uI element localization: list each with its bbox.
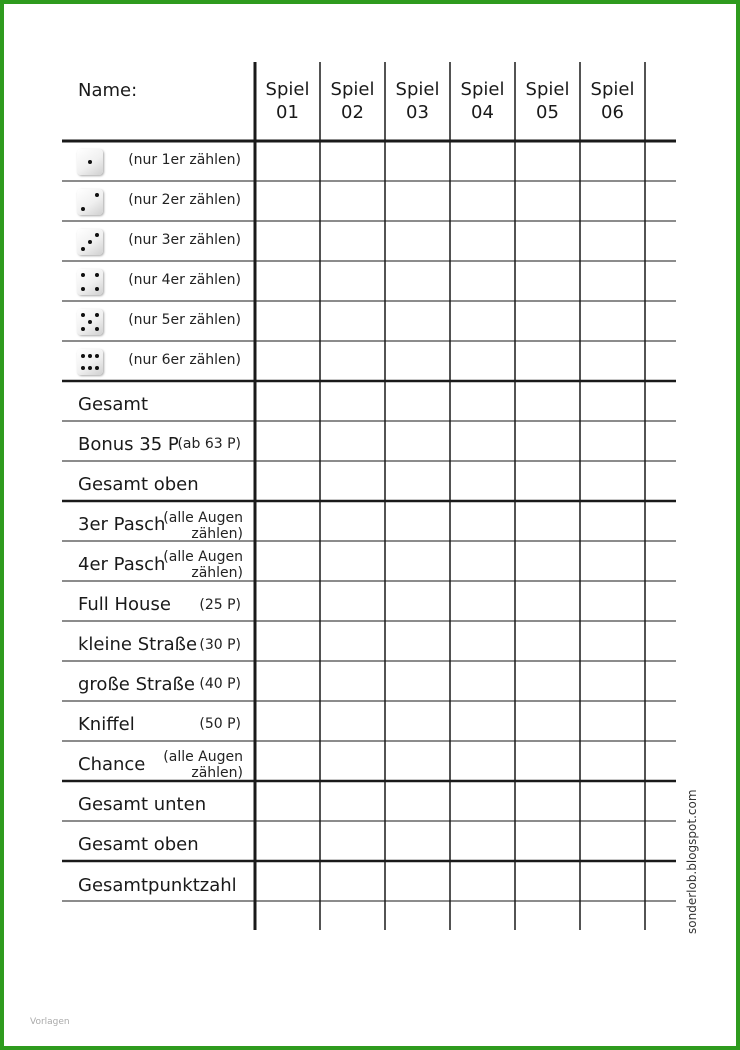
row-label-gesamtpunktzahl: Gesamtpunktzahl: [78, 875, 237, 896]
dice-row-note: (nur 4er zählen): [128, 272, 241, 288]
row-label-kleine-strasse: kleine Straße: [78, 634, 198, 655]
row-label-gesamt-oben: Gesamt oben: [78, 474, 199, 495]
column-header-spiel-01: Spiel 01: [265, 79, 310, 123]
die-three-icon: [77, 229, 103, 255]
row-note-4er-pasch: (alle Augen zählen): [163, 549, 243, 581]
row-label-kniffel: Kniffel: [78, 714, 135, 735]
row-label-3er-pasch: 3er Pasch: [78, 514, 166, 535]
row-label-grosse-strasse: große Straße: [78, 674, 195, 695]
dice-row-note: (nur 5er zählen): [128, 312, 241, 328]
row-label-chance: Chance: [78, 754, 146, 775]
dice-row-note: (nur 6er zählen): [128, 352, 241, 368]
row-note-bonus: (ab 63 P): [177, 436, 241, 452]
dice-row-note: (nur 2er zählen): [128, 192, 241, 208]
row-label-gesamt-oben-2: Gesamt oben: [78, 834, 199, 855]
row-label-bonus: Bonus 35 P: [78, 434, 179, 455]
column-header-spiel-02: Spiel 02: [330, 79, 375, 123]
row-note-grosse-strasse: (40 P): [199, 676, 241, 692]
dice-row-note: (nur 1er zählen): [128, 152, 241, 168]
row-label-full-house: Full House: [78, 594, 171, 615]
name-label: Name:: [78, 80, 138, 101]
column-header-spiel-06: Spiel 06: [590, 79, 635, 123]
row-note-full-house: (25 P): [199, 597, 241, 613]
die-one-icon: [77, 149, 103, 175]
column-header-spiel-04: Spiel 04: [460, 79, 505, 123]
row-note-kniffel: (50 P): [199, 716, 241, 732]
blog-watermark: sonderlob.blogspot.com: [685, 789, 699, 934]
dice-row-note: (nur 3er zählen): [128, 232, 241, 248]
row-label-4er-pasch: 4er Pasch: [78, 554, 166, 575]
footer-text: Vorlagen: [30, 1017, 70, 1027]
row-note-3er-pasch: (alle Augen zählen): [163, 510, 243, 542]
die-two-icon: [77, 189, 103, 215]
row-label-gesamt: Gesamt: [78, 394, 149, 415]
row-note-chance: (alle Augen zählen): [163, 749, 243, 781]
die-four-icon: [77, 269, 103, 295]
column-header-spiel-03: Spiel 03: [395, 79, 440, 123]
row-note-kleine-strasse: (30 P): [199, 637, 241, 653]
row-label-gesamt-unten: Gesamt unten: [78, 794, 207, 815]
die-five-icon: [77, 309, 103, 335]
column-header-spiel-05: Spiel 05: [525, 79, 570, 123]
die-six-icon: [77, 349, 103, 375]
